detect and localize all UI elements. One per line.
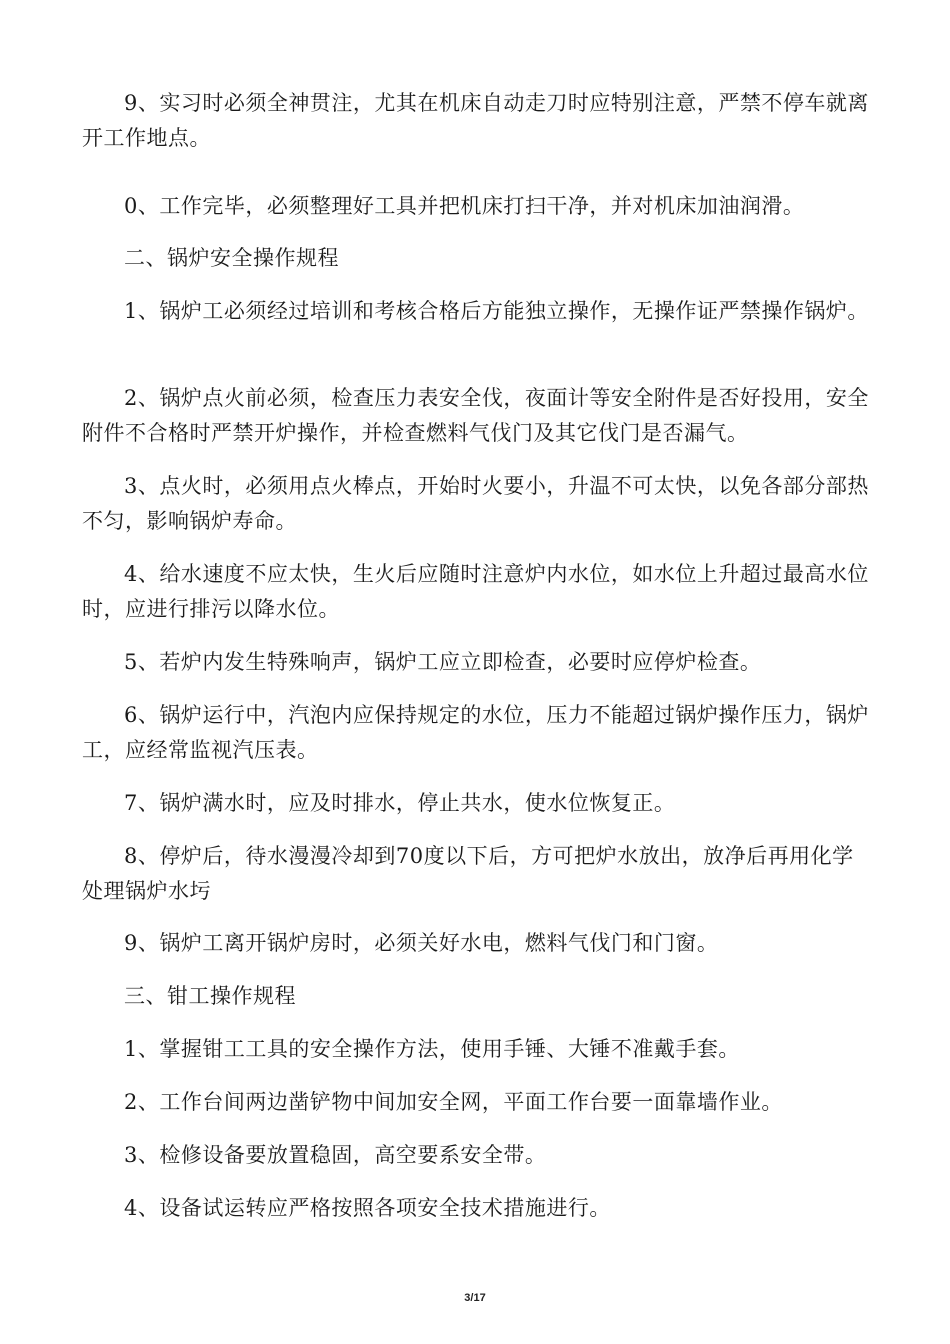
paragraph-lathe-10: 0、工作完毕，必须整理好工具并把机床打扫干净，并对机床加油润滑。: [124, 194, 805, 218]
paragraph-lathe-9: 9、实习时必须全神贯注，尤其在机床自动走刀时应特别注意，严禁不停车就离开工作地点。: [82, 91, 869, 150]
paragraph-boiler-3: 3、点火时，必须用点火棒点，开始时火要小，升温不可太快，以免各部分部热不匀，影响锅炉寿命。: [82, 474, 869, 533]
paragraph-boiler-9: 9、锅炉工离开锅炉房时，必须关好水电，燃料气伐门和门窗。: [124, 931, 719, 955]
paragraph-boiler-2: 2、锅炉点火前必须，检查压力表安全伐，夜面计等安全附件是否好投用，安全附件不合格时严禁开炉操作，并检查燃料气伐门及其它伐门是否漏气。: [82, 386, 869, 445]
paragraph-fitter-4: 4、设备试运转应严格按照各项安全技术措施进行。: [124, 1196, 611, 1220]
paragraph-boiler-5: 5、若炉内发生特殊响声，锅炉工应立即检查，必要时应停炉检查。: [124, 650, 762, 674]
section-heading-fitter: 三、钳工操作规程: [124, 984, 296, 1008]
paragraph-boiler-6: 6、锅炉运行中，汽泡内应保持规定的水位，压力不能超过锅炉操作压力，锅炉工，应经常监视汽压表。: [82, 703, 869, 762]
page-number: 3/17: [464, 1292, 486, 1304]
paragraph-boiler-4: 4、给水速度不应太快，生火后应随时注意炉内水位，如水位上升超过最高水位时，应进行排污以降水位。: [82, 562, 869, 621]
paragraph-boiler-8: 8、停炉后，待水漫漫冷却到70度以下后，方可把炉水放出，放净后再用化学处理锅炉水圬: [82, 844, 854, 903]
paragraph-fitter-2: 2、工作台间两边凿铲物中间加安全网，平面工作台要一面靠墙作业。: [124, 1090, 783, 1114]
paragraph-boiler-1: 1、锅炉工必须经过培训和考核合格后方能独立操作，无操作证严禁操作锅炉。: [124, 299, 869, 323]
paragraph-boiler-7: 7、锅炉满水时，应及时排水，停止共水，使水位恢复正。: [124, 791, 676, 815]
paragraph-fitter-1: 1、掌握钳工工具的安全操作方法，使用手锤、大锤不准戴手套。: [124, 1037, 740, 1061]
section-heading-boiler: 二、锅炉安全操作规程: [124, 246, 339, 270]
paragraph-fitter-3: 3、检修设备要放置稳固，高空要系安全带。: [124, 1143, 547, 1167]
